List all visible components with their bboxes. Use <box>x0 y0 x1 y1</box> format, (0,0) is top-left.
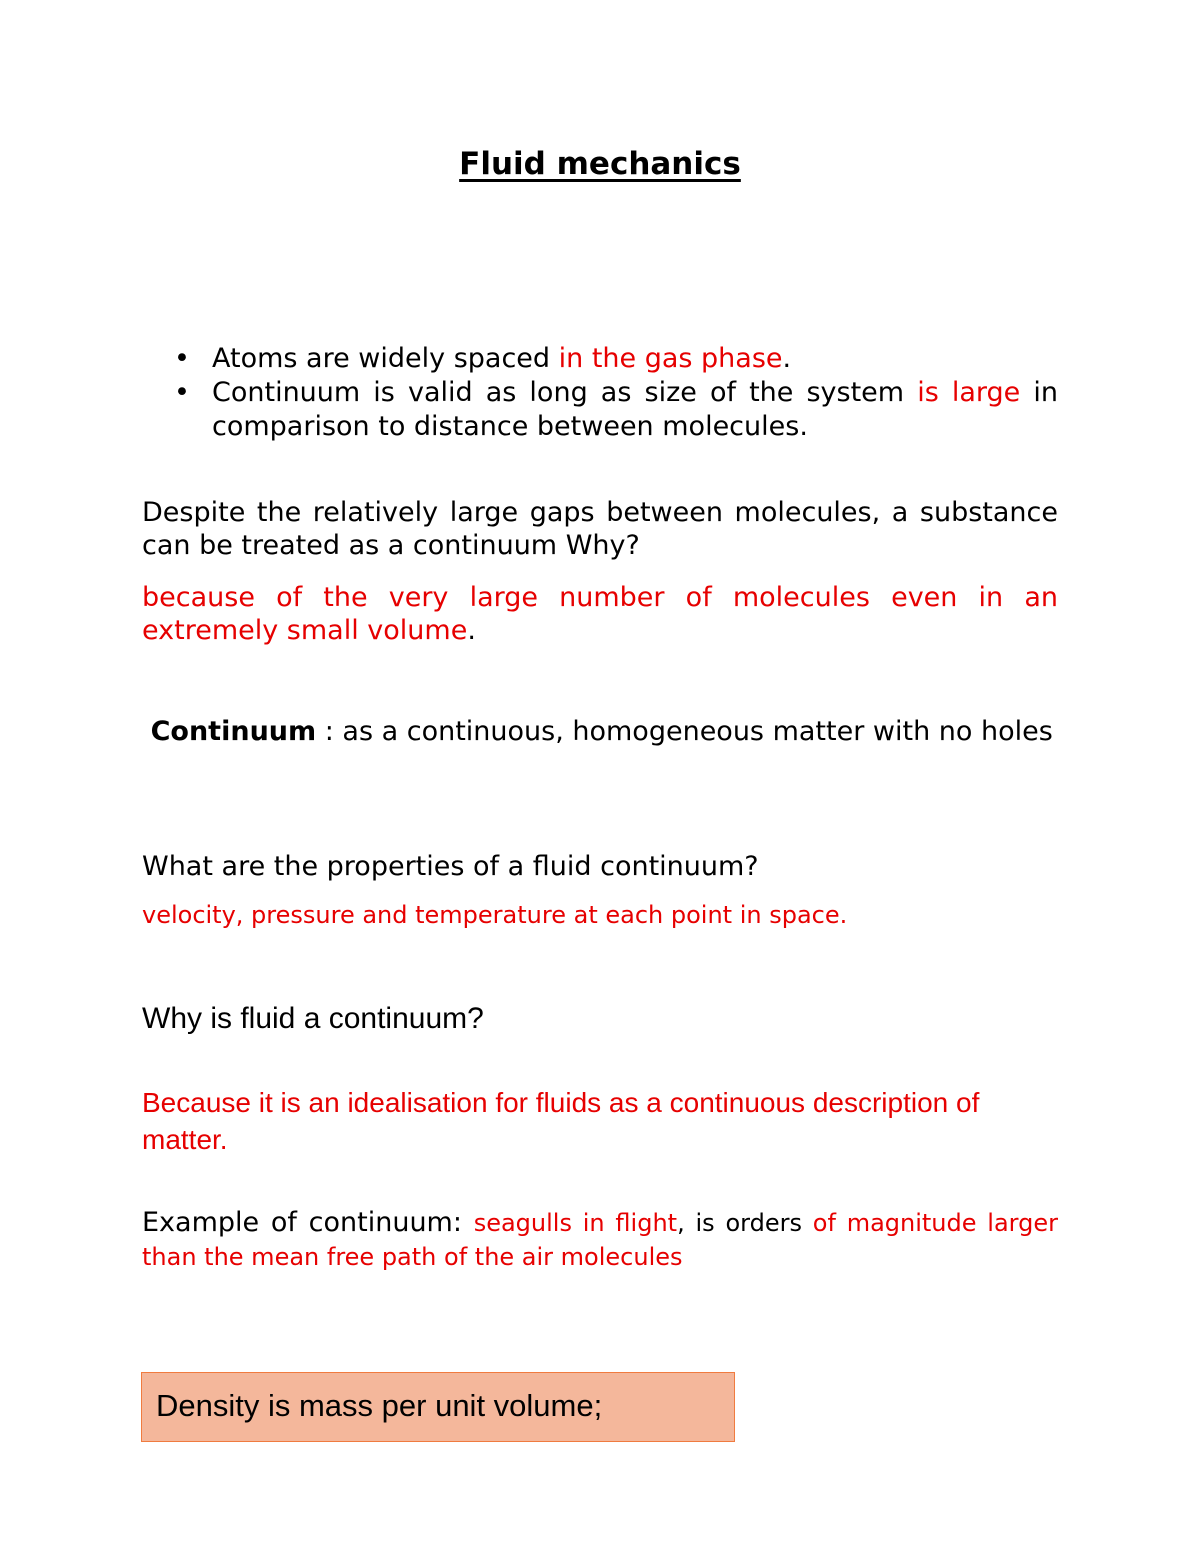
bullet-icon: • <box>174 343 190 374</box>
despite-answer-text: because of the very large number of molecules even in an extremely small volume <box>142 582 1058 646</box>
example-label: Example of continuum: <box>142 1207 474 1238</box>
bullet-highlight: is large <box>917 377 1021 408</box>
bullet-text-end: . <box>782 343 792 374</box>
page-title: Fluid mechanics <box>459 146 741 182</box>
list-item <box>142 342 1058 376</box>
despite-answer-period: . <box>467 615 476 646</box>
example-highlight-2: of magnitude larger than the mean free path of the air molecules <box>142 1209 1058 1271</box>
despite-question: Despite the relatively large gaps between molecules, a substance can be treated as a continuum Why? <box>142 497 1058 561</box>
bullet-text-end: in comparison to distance between molecules. <box>212 377 1058 442</box>
continuum-text: : as a continuous, homogeneous matter with no holes <box>316 716 1053 747</box>
bullet-icon: • <box>174 377 190 408</box>
example-highlight-1: seagulls in flight <box>473 1209 678 1237</box>
why-answer: Because it is an idealisation for fluids as a continuous description of matter. <box>142 1087 980 1155</box>
why-question: Why is fluid a continuum? <box>142 1002 484 1035</box>
continuum-definition <box>142 715 1058 748</box>
density-box: Density is mass per unit volume; <box>141 1372 735 1442</box>
bullet-text: Continuum is valid as long as size of the system <box>212 377 918 408</box>
bullet-list <box>142 342 1058 444</box>
example-paragraph <box>142 1206 1058 1274</box>
bullet-text: Atoms are widely spaced <box>212 343 559 374</box>
continuum-term: Continuum <box>150 716 317 747</box>
example-middle: , is orders <box>677 1209 813 1237</box>
list-item <box>142 376 1058 444</box>
properties-answer: velocity, pressure and temperature at each point in space. <box>142 901 848 929</box>
despite-answer <box>142 581 1058 647</box>
bullet-highlight: in the gas phase <box>558 343 783 374</box>
properties-question: What are the properties of a fluid continuum? <box>142 851 759 882</box>
